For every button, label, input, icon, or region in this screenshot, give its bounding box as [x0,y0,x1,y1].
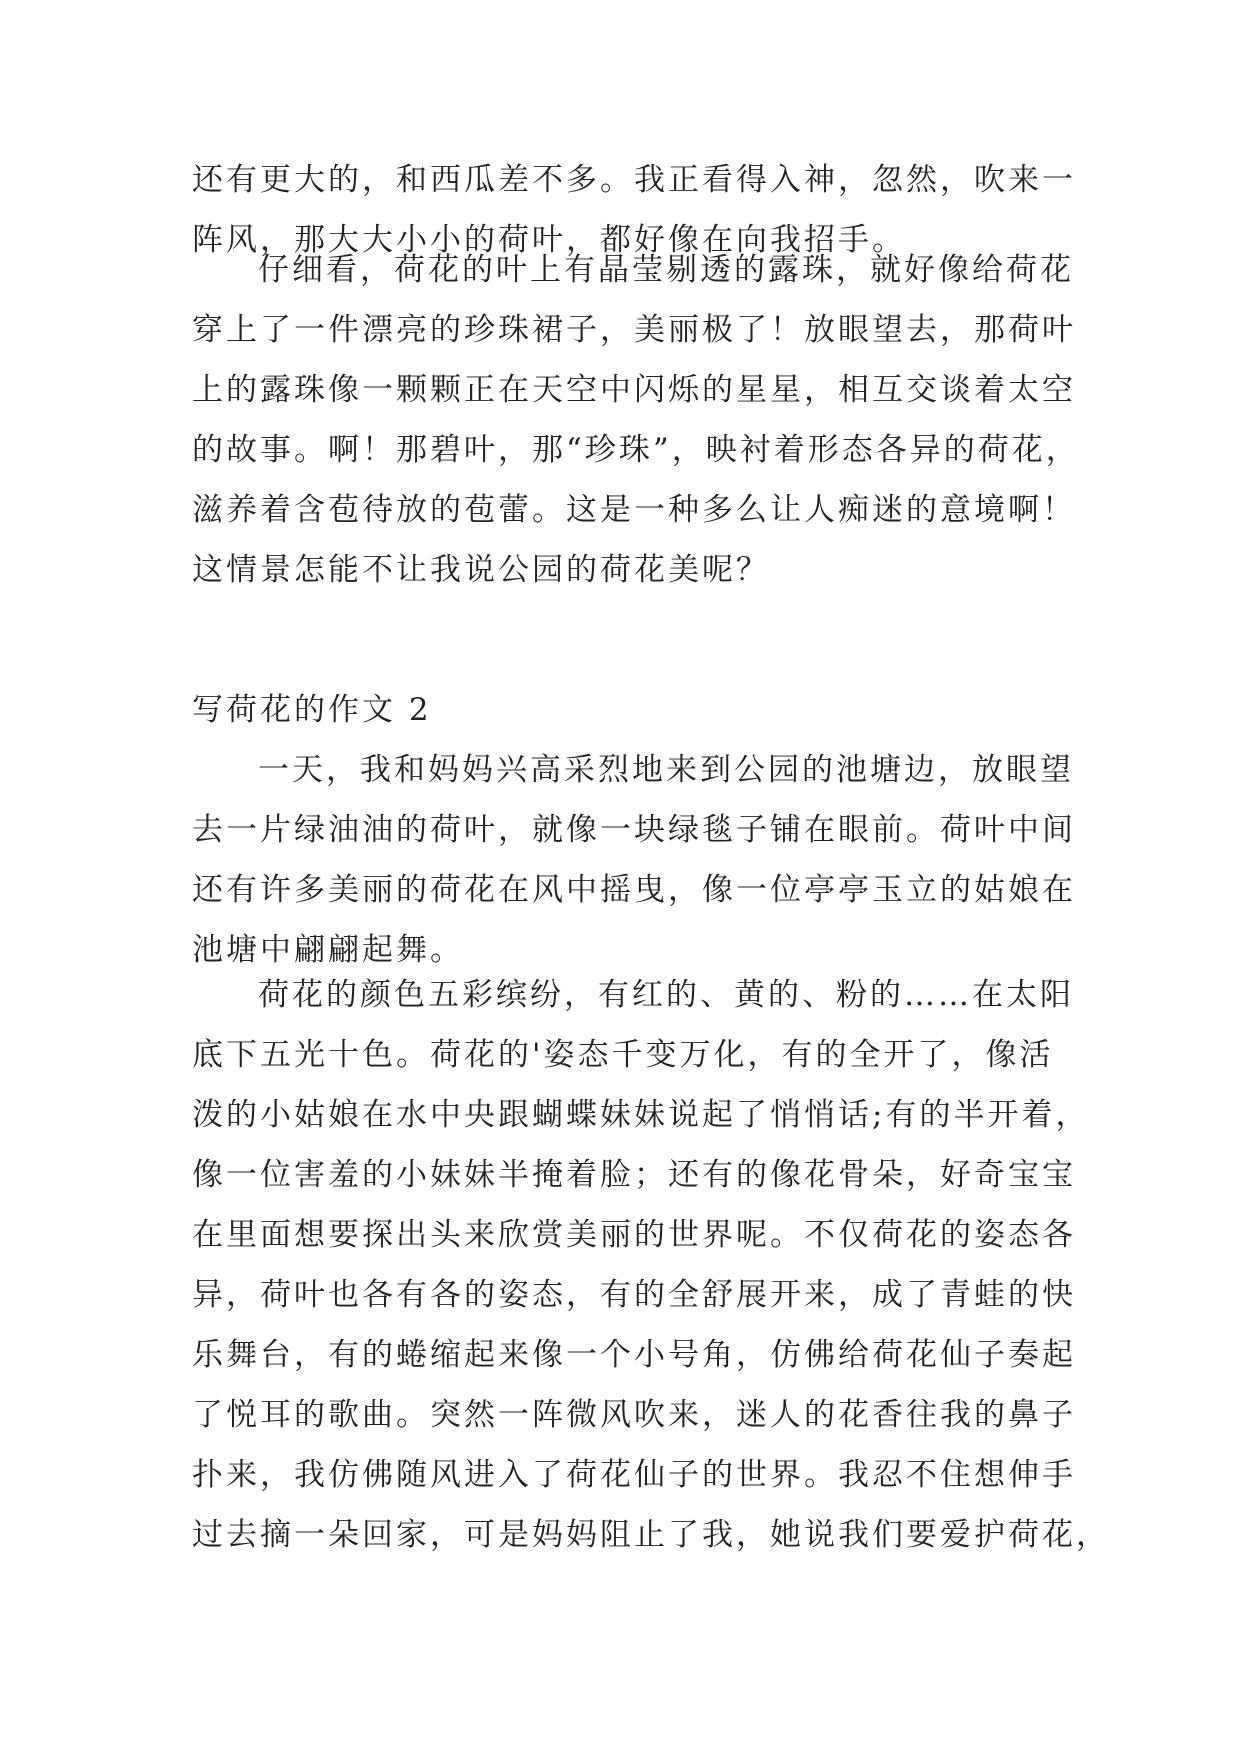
text-line: 穿上了一件漂亮的珍珠裙子，美丽极了！放眼望去，那荷叶 [192,312,1076,348]
text-line: 了悦耳的歌曲。突然一阵微风吹来，迷人的花香往我的鼻子 [192,1397,1076,1433]
text-line: 这情景怎能不让我说公园的荷花美呢？ [192,552,770,588]
text-line: 异，荷叶也各有各的姿态，有的全舒展开来，成了青蛙的快 [192,1277,1076,1313]
text-line: 过去摘一朵回家，可是妈妈阻止了我，她说我们要爱护荷花， [192,1517,1110,1553]
text-line: 在里面想要探出头来欣赏美丽的世界呢。不仅荷花的姿态各 [192,1217,1076,1253]
section-title: 写荷花的作文 2 [192,692,432,728]
text-line: 的故事。啊！那碧叶，那“珍珠”，映衬着形态各异的荷花， [192,432,1080,468]
paragraph-pond [192,740,1076,980]
text-line: 泼的小姑娘在水中央跟蝴蝶妹妹说起了悄悄话;有的半开着， [192,1097,1090,1133]
text-line: 上的露珠像一颗颗正在天空中闪烁的星星，相互交谈着太空 [192,372,1076,408]
text-line: 荷花的颜色五彩缤纷，有红的、黄的、粉的……在太阳 [258,977,1074,1013]
text-line: 池塘中翩翩起舞。 [192,932,464,968]
text-line: 滋养着含苞待放的苞蕾。这是一种多么让人痴迷的意境啊！ [192,492,1076,528]
paragraph-colors [192,965,1110,1565]
text-line: 仔细看，荷花的叶上有晶莹剔透的露珠，就好像给荷花 [258,252,1074,288]
text-line: 还有许多美丽的荷花在风中摇曳，像一位亭亭玉立的姑娘在 [192,872,1076,908]
paragraph-dew [192,240,1080,600]
text-line: 像一位害羞的小妹妹半掩着脸；还有的像花骨朵，好奇宝宝 [192,1157,1076,1193]
text-line: 底下五光十色。荷花的'姿态千变万化，有的全开了，像活 [192,1037,1054,1073]
text-line: 乐舞台，有的蜷缩起来像一个小号角，仿佛给荷花仙子奏起 [192,1337,1076,1373]
text-line: 一天，我和妈妈兴高采烈地来到公园的池塘边，放眼望 [258,752,1074,788]
text-line: 阵风，那大大小小的荷叶，都好像在向我招手。 [192,222,906,258]
text-line: 扑来，我仿佛随风进入了荷花仙子的世界。我忍不住想伸手 [192,1457,1076,1493]
text-line: 还有更大的，和西瓜差不多。我正看得入神，忽然，吹来一 [192,162,1076,198]
text-line: 去一片绿油油的荷叶，就像一块绿毯子铺在眼前。荷叶中间 [192,812,1076,848]
